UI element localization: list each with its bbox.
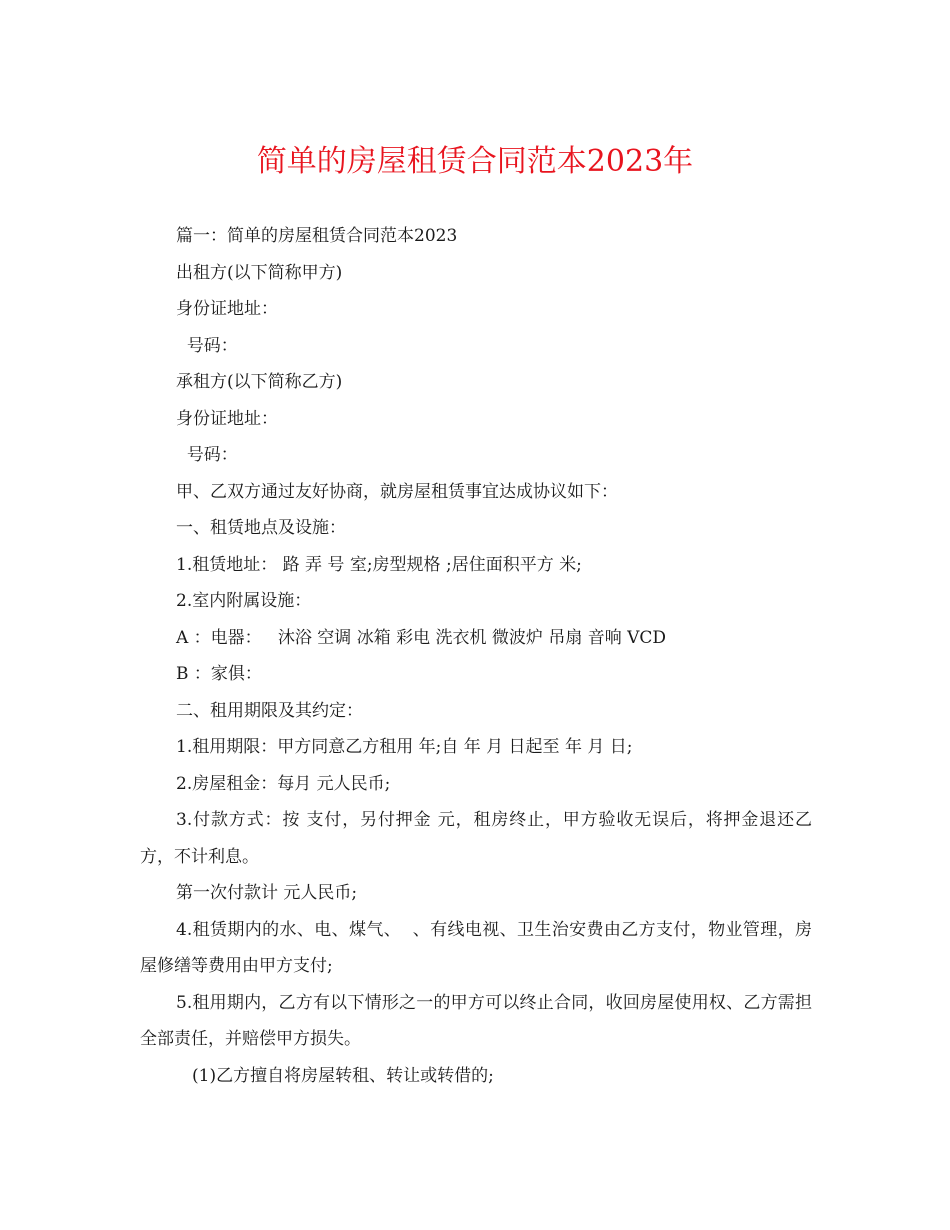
paragraph: 号码： bbox=[176, 335, 238, 356]
paragraph: 第一次付款计 元人民币; bbox=[176, 883, 358, 903]
document-title: 简单的房屋租赁合同范本2023年 bbox=[256, 144, 694, 179]
paragraph: 出租方(以下简称甲方) bbox=[176, 262, 343, 283]
paragraph: 篇一：简单的房屋租赁合同范本2023 bbox=[176, 226, 458, 246]
paragraph: 一、租赁地点及设施： bbox=[176, 518, 346, 538]
paragraph: 号码： bbox=[176, 445, 238, 465]
paragraph: 3.付款方式：按 支付，另付押金 元，租房终止，甲方验收无误后，将押金退还乙方，不计利息。 bbox=[140, 810, 812, 867]
paragraph: 甲、乙双方通过友好协商，就房屋租赁事宜达成协议如下： bbox=[176, 481, 618, 502]
paragraph: 4.租赁期内的水、电、煤气、 、有线电视、卫生治安费由乙方支付，物业管理，房屋修缮等费用由甲方支付; bbox=[140, 919, 812, 976]
paragraph: 身份证地址： bbox=[176, 299, 278, 319]
paragraph: 2.室内附属设施： bbox=[176, 591, 312, 611]
paragraph: (1)乙方擅自将房屋转租、转让或转借的; bbox=[192, 1065, 494, 1086]
paragraph: 1.租赁地址： 路 弄 号 室;房型规格 ;居住面积平方 米; bbox=[176, 554, 582, 575]
paragraph: 5.租用期内，乙方有以下情形之一的甲方可以终止合同，收回房屋使用权、乙方需担全部责任，并赔偿甲方损失。 bbox=[140, 992, 812, 1049]
paragraph: 身份证地址： bbox=[176, 408, 278, 429]
paragraph: B ：家俱： bbox=[176, 664, 262, 684]
paragraph: 承租方(以下简称乙方) bbox=[176, 372, 343, 392]
document-body bbox=[140, 218, 812, 1094]
paragraph: 二、租用期限及其约定： bbox=[176, 700, 363, 721]
paragraph: 1.租用期限：甲方同意乙方租用 年;自 年 月 日起至 年 月 日; bbox=[176, 737, 633, 757]
paragraph: A ：电器： 沐浴 空调 冰箱 彩电 洗衣机 微波炉 吊扇 音响 VCD bbox=[176, 627, 667, 648]
paragraph: 2.房屋租金：每月 元人民币; bbox=[176, 773, 391, 794]
